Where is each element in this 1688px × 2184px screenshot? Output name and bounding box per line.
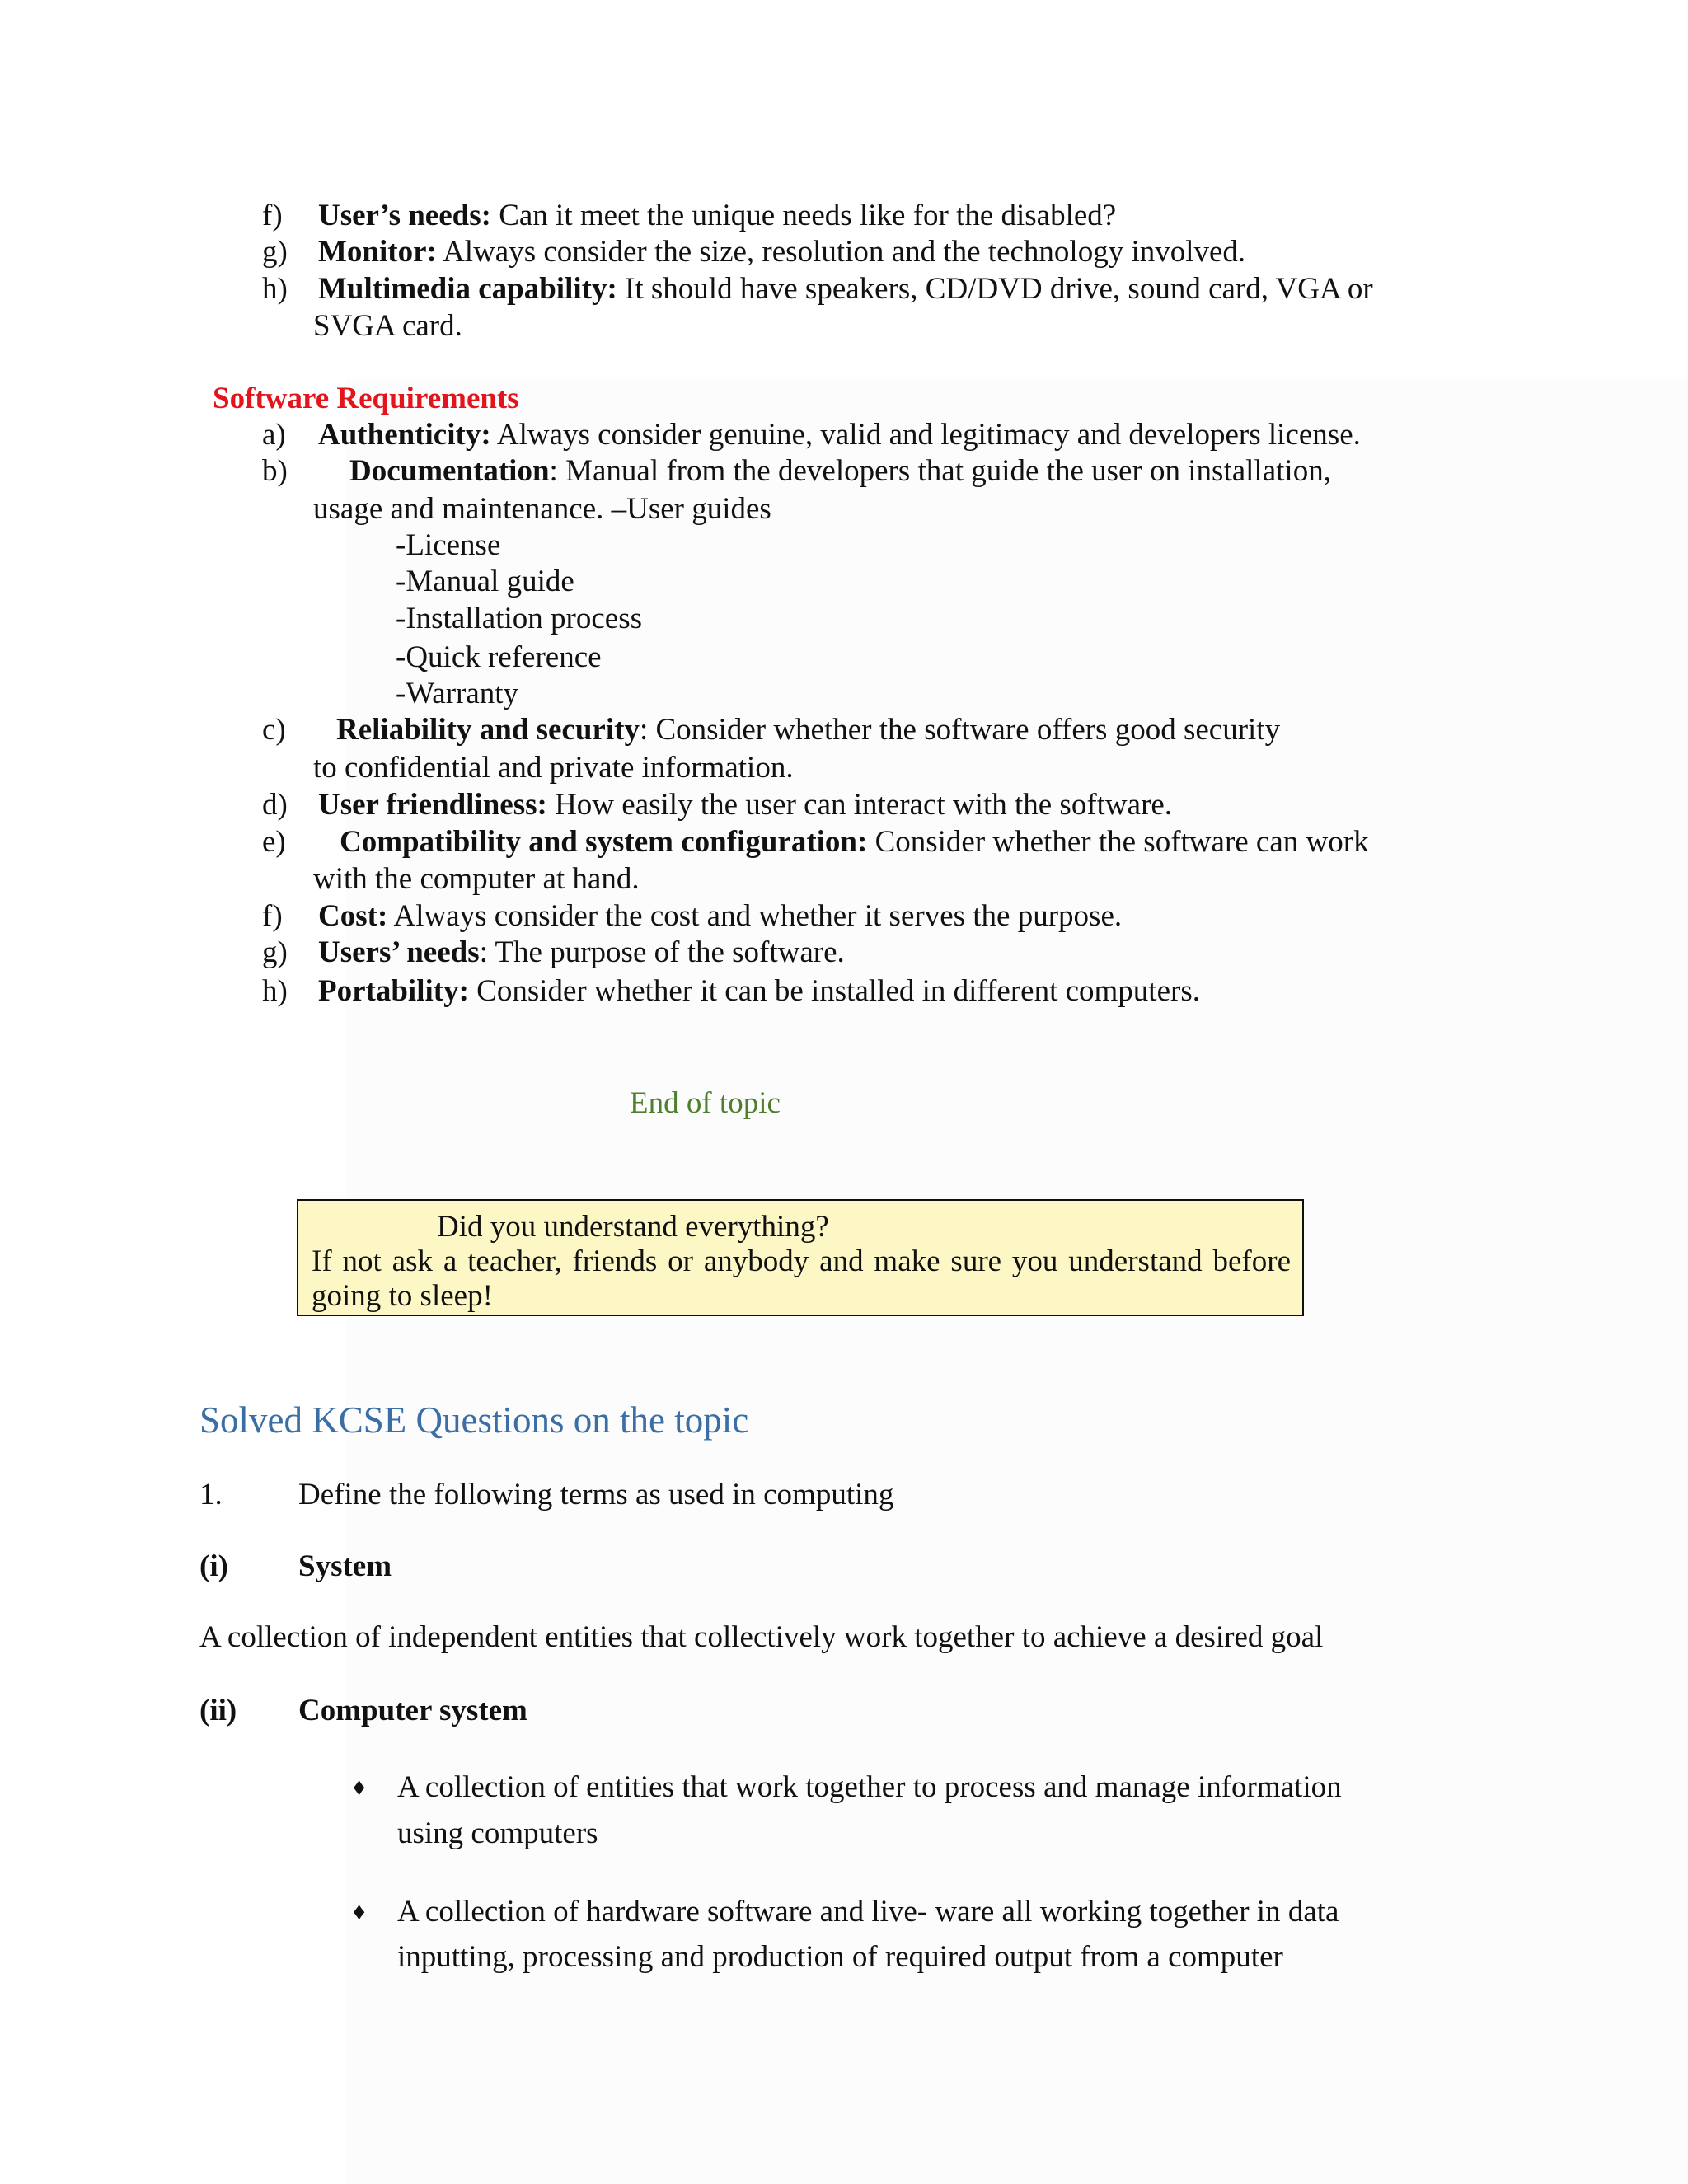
- item-term: Monitor:: [318, 235, 437, 269]
- notice-line: going to sleep!: [312, 1279, 493, 1313]
- list-marker: f): [262, 199, 283, 232]
- item-term: Compatibility and system configuration:: [340, 825, 868, 859]
- list-item-users-needs: [318, 935, 845, 971]
- list-item-monitor: [318, 234, 1245, 270]
- bullet-text: A collection of entities that work together to process and manage information: [397, 1770, 1342, 1804]
- item-text: : Manual from the developers that guide the user on installation,: [549, 454, 1331, 488]
- item-text: It should have speakers, CD/DVD drive, sound card, VGA or: [617, 272, 1373, 306]
- list-item-multimedia: [318, 271, 1373, 307]
- list-marker: a): [262, 418, 286, 452]
- item-continuation: with the computer at hand.: [313, 862, 640, 896]
- list-item-reliability: [336, 712, 1280, 748]
- item-term: Users’ needs: [318, 935, 480, 969]
- list-item-compatibility: [340, 824, 1369, 860]
- subquestion-label: (i): [199, 1549, 228, 1583]
- item-text: Always consider the size, resolution and the technology involved.: [436, 235, 1246, 269]
- bullet-text: A collection of hardware software and live- ware all working together in data: [397, 1895, 1339, 1929]
- diamond-bullet-icon: ♦: [353, 1898, 366, 1925]
- sublist-item: -Manual guide: [396, 565, 574, 598]
- list-marker: h): [262, 974, 288, 1008]
- list-marker: d): [262, 788, 288, 822]
- definition-text: A collection of independent entities that collectively work together to achieve a desired goal: [199, 1620, 1324, 1654]
- item-text: Can it meet the unique needs like for the disabled?: [490, 199, 1117, 232]
- section-heading: Software Requirements: [213, 382, 519, 415]
- list-item-documentation: [349, 453, 1331, 490]
- item-term: Documentation: [349, 454, 550, 488]
- notice-line: Did you understand everything?: [437, 1210, 829, 1244]
- item-text: Always consider genuine, valid and legitimacy and developers license.: [490, 418, 1361, 452]
- list-marker: h): [262, 272, 288, 306]
- item-text: Consider whether it can be installed in different computers.: [468, 974, 1200, 1008]
- item-term: Authenticity:: [318, 418, 491, 452]
- subquestion-term: System: [298, 1549, 392, 1583]
- list-marker: f): [262, 899, 283, 933]
- notice-line: If not ask a teacher, friends or anybody and make sure you understand before: [312, 1244, 1291, 1278]
- sublist-item: -Installation process: [396, 602, 642, 635]
- item-text: Consider whether the software can work: [867, 825, 1369, 859]
- item-text: How easily the user can interact with the software.: [546, 788, 1173, 822]
- list-marker: g): [262, 235, 288, 269]
- diamond-bullet-icon: ♦: [353, 1774, 366, 1801]
- list-item-cost: [318, 898, 1122, 935]
- question-number: 1.: [199, 1478, 223, 1511]
- end-of-topic-label: End of topic: [630, 1086, 781, 1120]
- list-marker: b): [262, 454, 288, 488]
- item-term: Portability:: [318, 974, 469, 1008]
- item-continuation: SVGA card.: [313, 309, 462, 343]
- list-item-users-needs: [318, 198, 1116, 234]
- item-text: : The purpose of the software.: [479, 935, 845, 969]
- item-text: : Consider whether the software offers good security: [639, 713, 1281, 747]
- item-continuation: to confidential and private information.: [313, 751, 794, 785]
- sublist-item: -Quick reference: [396, 640, 602, 674]
- list-item-authenticity: [318, 417, 1361, 453]
- item-continuation: usage and maintenance. –User guides: [313, 492, 771, 526]
- list-item-user-friendliness: [318, 787, 1172, 823]
- sublist-item: -License: [396, 528, 501, 562]
- subquestion-label: (ii): [199, 1694, 237, 1727]
- item-term: User friendliness:: [318, 788, 547, 822]
- list-marker: e): [262, 825, 286, 859]
- bullet-text: inputting, processing and production of required output from a computer: [397, 1940, 1283, 1974]
- subquestion-term: Computer system: [298, 1694, 528, 1727]
- section-heading: Solved KCSE Questions on the topic: [199, 1399, 749, 1441]
- list-marker: g): [262, 935, 288, 969]
- sublist-item: -Warranty: [396, 677, 519, 710]
- item-text: Always consider the cost and whether it serves the purpose.: [387, 899, 1123, 933]
- reminder-notice-box: [297, 1199, 1304, 1316]
- list-marker: c): [262, 713, 286, 747]
- list-item-portability: [318, 973, 1200, 1010]
- item-term: Reliability and security: [336, 713, 640, 747]
- question-text: Define the following terms as used in computing: [298, 1478, 894, 1511]
- item-term: User’s needs:: [318, 199, 491, 232]
- item-term: Multimedia capability:: [318, 272, 617, 306]
- bullet-text: using computers: [397, 1816, 598, 1850]
- item-term: Cost:: [318, 899, 388, 933]
